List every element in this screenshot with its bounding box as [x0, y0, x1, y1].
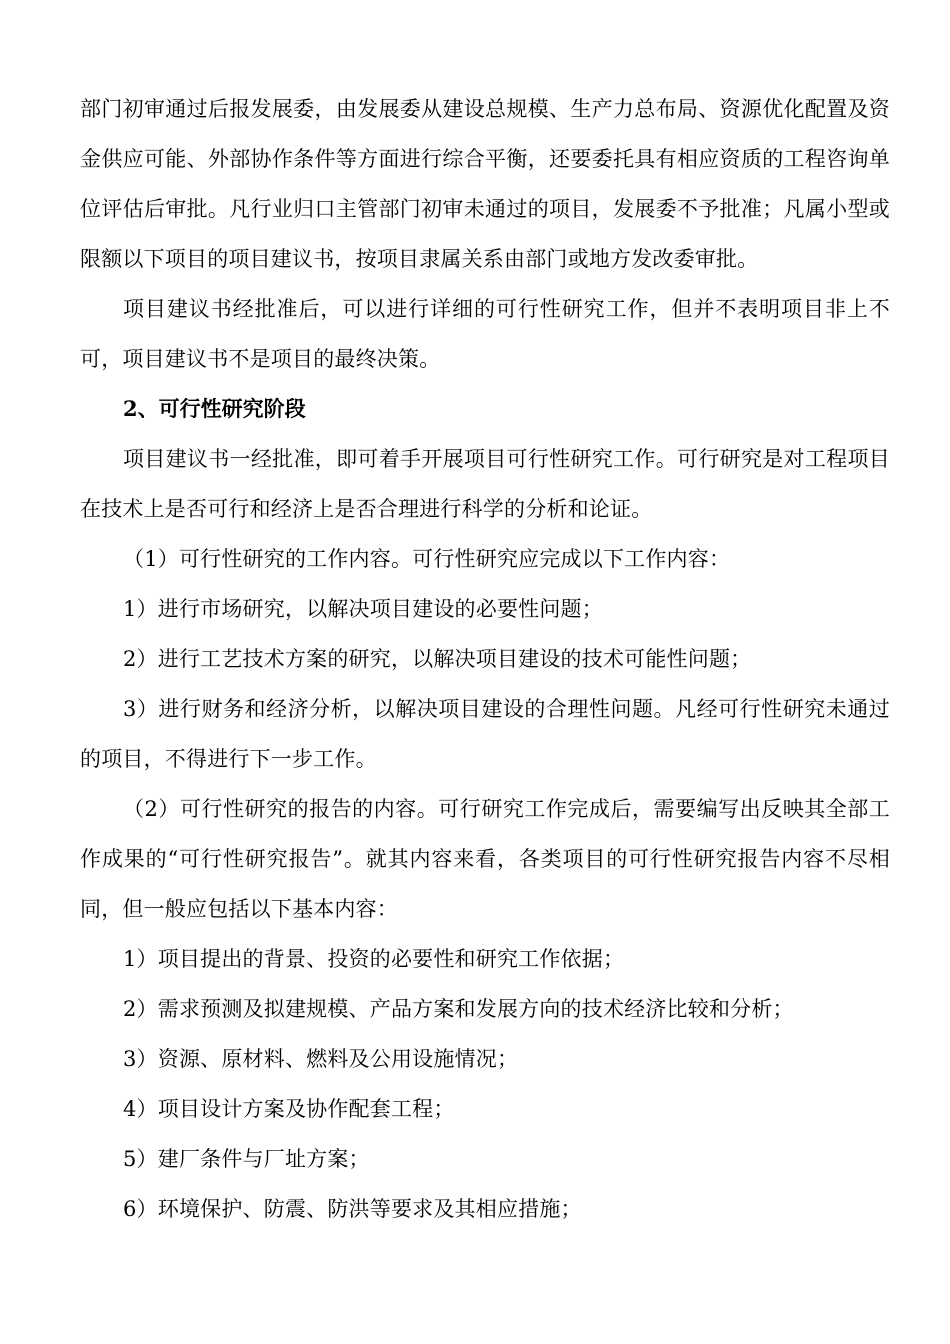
section-heading-feasibility-stage: 2、可行性研究阶段	[123, 396, 306, 421]
list-item-market-research: 1）进行市场研究，以解决项目建设的必要性问题；	[123, 597, 603, 621]
paragraph-work-content: （1）可行性研究的工作内容。可行性研究应完成以下工作内容：	[123, 547, 731, 571]
list-item-demand-forecast: 2）需求预测及拟建规模、产品方案和发展方向的技术经济比较和分析；	[123, 997, 794, 1021]
paragraph-approval-process: 部门初审通过后报发展委，由发展委从建设总规模、生产力总布局、资源优化配置及资金供应可能、外部协作条件等方面进行综合平衡，还要委托具有相应资质的工程咨询单位评估后审批。凡行业归口主管部门初审未通过的项目，发展委不予批准；凡属小型或限额以下项目的项目建议书，按项目隶属关系由部门或地方发改委审批。	[80, 97, 890, 271]
list-item-resources: 3）资源、原材料、燃料及公用设施情况；	[123, 1047, 519, 1071]
list-item-design-scheme: 4）项目设计方案及协作配套工程；	[123, 1097, 455, 1121]
list-item-background: 1）项目提出的背景、投资的必要性和研究工作依据；	[123, 947, 625, 971]
paragraph-feasibility-intro: 项目建议书一经批准，即可着手开展项目可行性研究工作。可行研究是对工程项目在技术上是否可行和经济上是否合理进行科学的分析和论证。	[80, 447, 890, 521]
paragraph-proposal-approved: 项目建议书经批准后，可以进行详细的可行性研究工作，但并不表明项目非上不可，项目建议书不是项目的最终决策。	[80, 297, 890, 371]
document-body	[80, 84, 890, 1234]
paragraph-report-content: （2）可行性研究的报告的内容。可行研究工作完成后，需要编写出反映其全部工作成果的“可行性研究报告”。就其内容来看，各类项目的可行性研究报告内容不尽相同，但一般应包括以下基本内容：	[80, 797, 890, 921]
list-item-environmental-protection: 6）环境保护、防震、防洪等要求及其相应措施；	[123, 1197, 582, 1221]
list-item-technical-research: 2）进行工艺技术方案的研究，以解决项目建设的技术可能性问题；	[123, 647, 752, 671]
list-item-financial-analysis: 3）进行财务和经济分析，以解决项目建设的合理性问题。凡经可行性研究未通过的项目，不得进行下一步工作。	[80, 697, 890, 771]
list-item-site-conditions: 5）建厂条件与厂址方案；	[123, 1147, 370, 1171]
